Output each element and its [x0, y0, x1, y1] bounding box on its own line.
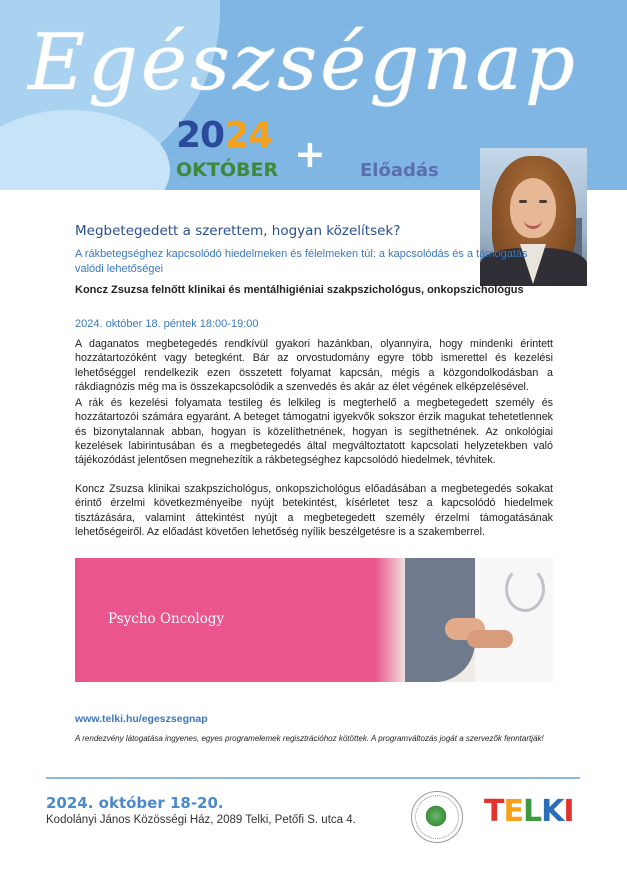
telki-logo-letter: K — [541, 794, 564, 829]
body-paragraph: A rák és kezelési folyamata testileg és lelkileg is megterhelő a megbetegedett személy és hozzátartozói számára egyaránt. A beteget támogatni igyekvők sokszor érzik magukat tehetetlennek és bizonytalannak abban, hogyan is közelíthetnének, hogyan is segíthetnének. Az onkológiai kezelések labirintusában és a megbetegedés által megváltoztatott kapcsolati helyzetekben való tájékozódást jelentősen megnehezítik a rákbetegséghez kapcsolódó hiedelmek, tévhitek. — [75, 397, 553, 467]
banner-photo-hand — [467, 630, 513, 648]
telki-logo-letter: I — [563, 794, 574, 829]
event-title: Egészségnap — [28, 18, 578, 108]
telki-logo-letter: L — [522, 794, 542, 829]
telki-logo — [484, 794, 574, 830]
speaker-name: Koncz Zsuzsa felnőtt klinikai és mentálhigiéniai szakpszichológus, onkopszichológus — [75, 284, 524, 296]
event-address: Kodolányi János Közösségi Ház, 2089 Telki, Petőfi S. utca 4. — [46, 814, 356, 826]
event-year — [176, 116, 272, 156]
photo-eye — [519, 200, 527, 203]
stethoscope-icon — [505, 566, 545, 612]
seal-center — [424, 804, 448, 828]
program-type: Előadás — [360, 160, 439, 181]
body-paragraph: Koncz Zsuzsa klinikai szakpszichológus, onkopszichológus előadásában a megbetegedés sokakat érintő érzelmi következményeibe nyújt betekintést, kísérletet tesz a kapcsolódó hiedelmek tisztázására, valamint áttekintést nyújt a megbetegedett személy érzelmi támogatásának lehetőségeiről. Az előadást követően lehetőség nyílik beszélgetésre is a szakemberrel. — [75, 483, 553, 538]
talk-datetime: 2024. október 18. péntek 18:00-19:00 — [75, 318, 259, 330]
body-paragraph: A daganatos megbetegedés rendkívül gyakori hazánkban, olyannyira, hogy mindenki érintett hozzátartozóként vagy betegként. Bár az orvostudomány egyre több ismerettel és kezelési lehetőséggel rendelkezik ezen összetett folyamat kapcsán, mégis a közgondolkodásban a rákdiagnózis még ma is összekapcsolódik a szenvedés és akár az élet végének elképzelésével. — [75, 338, 553, 393]
talk-headline: Megbetegedett a szerettem, hogyan közelítsek? — [75, 223, 401, 239]
telki-logo-letter: T — [484, 794, 504, 829]
legal-notice: A rendezvény látogatása ingyenes, egyes programelemek regisztrációhoz kötöttek. A programváltozás jogát a szervezők fenntartják! — [75, 734, 544, 743]
banner-label: Psycho Oncology — [108, 611, 225, 627]
event-month: OKTÓBER — [176, 159, 279, 181]
year-part-2: 24 — [224, 115, 273, 156]
talk-subtitle: A rákbetegséghez kapcsolódó hiedelmeken és félelmeken túl: a kapcsolódás és a támogatás valódi lehetőségei — [75, 248, 528, 275]
psycho-oncology-banner — [75, 558, 553, 682]
photo-eye — [539, 200, 547, 203]
event-website-link[interactable]: www.telki.hu/egeszsegnap — [75, 713, 208, 725]
year-part-1: 20 — [176, 115, 225, 156]
telki-logo-letter: E — [503, 794, 523, 829]
event-dates: 2024. október 18-20. — [46, 794, 224, 812]
plus-icon: + — [294, 132, 326, 176]
footer-divider — [46, 777, 580, 779]
kodolanyi-seal-icon — [411, 791, 463, 843]
